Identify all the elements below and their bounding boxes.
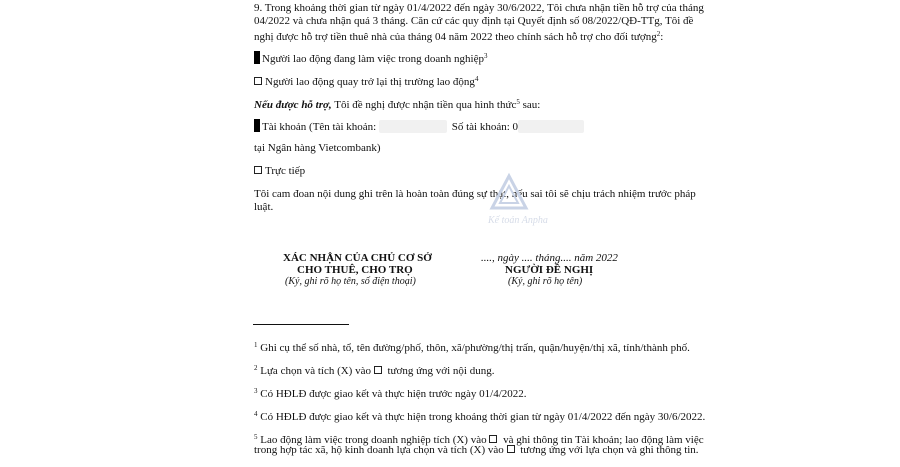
footnote-text: tương ứng với lựa chọn và ghi thông tin. bbox=[517, 444, 699, 456]
item9-line1: 9. Trong khoảng thời gian từ ngày 01/4/2022 đến ngày 30/6/2022, Tôi chưa nhận tiền hỗ trợ của tháng bbox=[254, 2, 704, 14]
footnote-1 bbox=[254, 339, 690, 355]
left-signature-title1: XÁC NHẬN CỦA CHỦ CƠ SỞ bbox=[283, 252, 432, 264]
footnote-text: trong hợp tác xã, hộ kinh doanh lựa chọn và tích (X) vào bbox=[254, 444, 507, 456]
date-line: ...., ngày .... tháng.... năm 2022 bbox=[481, 252, 618, 264]
footnote-number: 2 bbox=[254, 364, 258, 372]
footnote-text: Có HĐLĐ được giao kết và thực hiện trong khoảng thời gian từ ngày 01/4/2022 đến ngày 30/6/2022. bbox=[260, 411, 706, 423]
checkbox-icon bbox=[374, 366, 382, 374]
footnote-number: 3 bbox=[254, 387, 258, 395]
payment-lead-end: sau: bbox=[519, 99, 541, 111]
footnote-number: 4 bbox=[254, 410, 258, 418]
footnote-text: Có HĐLĐ được giao kết và thực hiện trước ngày 01/4/2022. bbox=[260, 388, 527, 400]
bank-line: tại Ngân hàng Vietcombank) bbox=[254, 142, 381, 154]
footnote-ref-4: 4 bbox=[474, 75, 479, 83]
checked-box-icon[interactable] bbox=[254, 119, 260, 132]
account-label: Tài khoản (Tên tài khoản: bbox=[262, 121, 379, 133]
watermark-logo bbox=[484, 172, 554, 232]
checkbox-icon[interactable] bbox=[254, 166, 262, 174]
option-returning[interactable] bbox=[254, 73, 478, 89]
footnote-text: tương ứng với nội dung. bbox=[384, 365, 495, 377]
triangle-logo-icon bbox=[484, 172, 554, 232]
right-signature-title: NGƯỜI ĐỀ NGHỊ bbox=[505, 264, 594, 276]
footnote-text: và ghi thông tin Tài khoản; lao động làm việc bbox=[500, 434, 704, 446]
footnote-text: Lựa chọn và tích (X) vào bbox=[260, 365, 374, 377]
footnote-text: Ghi cụ thể số nhà, tổ, tên đường/phố, thôn, xã/phường/thị trấn, quận/huyện/thị xã, tỉnh/thành phố. bbox=[260, 342, 690, 354]
footnote-number: 5 bbox=[254, 433, 258, 441]
account-name-redacted bbox=[379, 120, 447, 133]
footnote-text: Lao động làm việc trong doanh nghiệp tích (X) vào bbox=[260, 434, 490, 446]
checkbox-icon[interactable] bbox=[254, 77, 262, 85]
footnote-ref-3: 3 bbox=[483, 52, 488, 60]
option-employed-label: Người lao động đang làm việc trong doanh nghiệp bbox=[262, 53, 484, 65]
left-signature-title2: CHO THUÊ, CHO TRỌ bbox=[297, 264, 413, 276]
option-direct[interactable] bbox=[254, 165, 305, 178]
checkbox-icon bbox=[507, 445, 515, 453]
right-signature-note: (Ký, ghi rõ họ tên) bbox=[508, 276, 583, 287]
option-employed[interactable] bbox=[254, 50, 487, 66]
watermark-text: Kế toán Anpha bbox=[488, 215, 548, 226]
item9-line3-text: nghị được hỗ trợ tiền thuê nhà của tháng 04 năm 2022 theo chính sách hỗ trợ cho đối tượng bbox=[254, 31, 657, 43]
commitment-line2: luật. bbox=[254, 201, 274, 213]
payment-account[interactable] bbox=[254, 119, 584, 134]
payment-lead-bold: Nếu được hỗ trợ, bbox=[254, 99, 332, 111]
payment-lead bbox=[254, 96, 540, 112]
footnote-ref-2: 2 bbox=[656, 30, 661, 38]
footnote-divider bbox=[253, 324, 349, 325]
footnote-3 bbox=[254, 385, 527, 401]
footnote-number: 1 bbox=[254, 341, 258, 349]
item9-line3 bbox=[254, 28, 663, 44]
left-signature-note: (Ký, ghi rõ họ tên, số điện thoại) bbox=[285, 276, 416, 287]
account-number-redacted bbox=[518, 120, 584, 133]
footnote-ref-5: 5 bbox=[516, 98, 520, 106]
option-returning-label: Người lao động quay trở lại thị trường lao động bbox=[265, 76, 475, 88]
checkbox-icon bbox=[489, 435, 497, 443]
item9-line2: 04/2022 và chưa nhận quá 3 tháng. Căn cứ các quy định tại Quyết định số 08/2022/QĐ-TTg, Tôi đề bbox=[254, 15, 694, 27]
option-direct-label: Trực tiếp bbox=[265, 165, 306, 177]
footnote-2 bbox=[254, 362, 494, 378]
footnote-4 bbox=[254, 408, 705, 424]
item9-line3-end: : bbox=[660, 31, 664, 43]
footnote-5-line2 bbox=[254, 444, 699, 457]
commitment-line1: Tôi cam đoan nội dung ghi trên là hoàn toàn đúng sự thật, nếu sai tôi sẽ chịu trách nhiệm trước pháp bbox=[254, 188, 696, 200]
payment-lead-text: Tôi đề nghị được nhận tiền qua hình thức bbox=[331, 99, 517, 111]
account-number-label: Số tài khoản: 0 bbox=[451, 121, 519, 133]
checked-box-icon[interactable] bbox=[254, 51, 260, 64]
